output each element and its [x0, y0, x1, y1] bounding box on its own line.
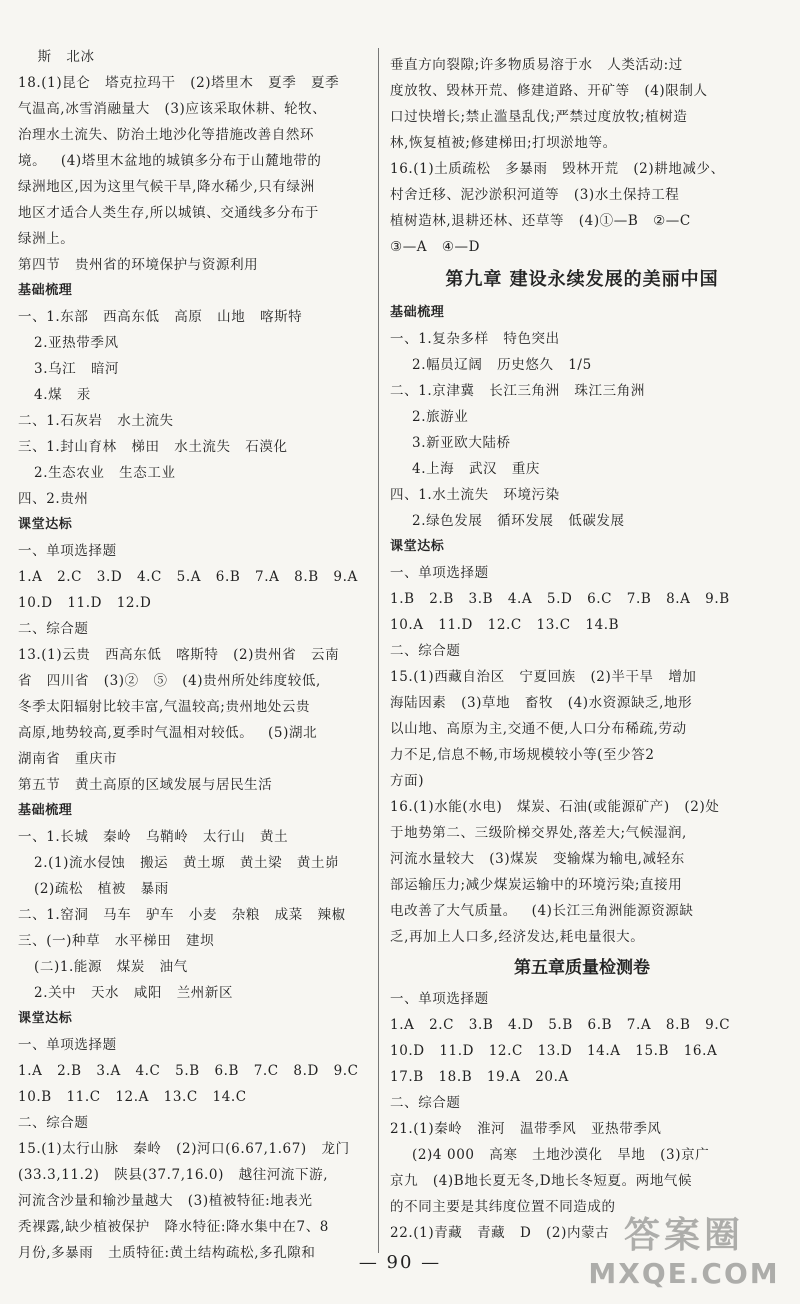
text-line: 2.旅游业	[412, 409, 469, 425]
text-line: 17.B 18.B 19.A 20.A	[390, 1069, 569, 1085]
text-line: 海陆因素 (3)草地 畜牧 (4)水资源缺乏,地形	[390, 695, 693, 711]
text-line: 地区才适合人类生存,所以城镇、交通线多分布于	[18, 205, 319, 221]
section-heading: 基础梳理	[390, 305, 445, 320]
text-line: 秃裸露,缺少植被保护 降水特征:降水集中在7、8	[18, 1219, 329, 1235]
text-line: 度放牧、毁林开荒、修建道路、开矿等 (4)限制人	[390, 83, 708, 99]
text-line: 四、2.贵州	[18, 491, 89, 507]
page-number: — 90 —	[358, 1252, 442, 1273]
text-line: 治理水土流失、防治土地沙化等措施改善自然环	[18, 127, 315, 143]
text-line: 四、1.水土流失 环境污染	[390, 487, 560, 503]
text-line: 绿洲地区,因为这里气候干旱,降水稀少,只有绿洲	[18, 179, 315, 195]
text-line: 二、1.窑洞 马车 驴车 小麦 杂粮 成菜 辣椒	[18, 907, 346, 923]
text-line: 高原,地势较高,夏季时气温相对较低。 (5)湖北	[18, 725, 318, 741]
text-line: 一、1.东部 西高东低 高原 山地 喀斯特	[18, 309, 303, 325]
text-line: 湖南省 重庆市	[18, 751, 118, 767]
text-line: 2.(1)流水侵蚀 搬运 黄土塬 黄土梁 黄土峁	[34, 855, 340, 871]
text-line: 1.A 2.B 3.A 4.C 5.B 6.B 7.C 8.D 9.C	[18, 1063, 359, 1079]
text-line: 2.亚热带季风	[34, 335, 119, 351]
text-line: 10.A 11.D 12.C 13.C 14.B	[390, 617, 620, 633]
text-line: 垂直方向裂隙;许多物质易溶于水 人类活动:过	[390, 57, 683, 73]
text-line: 二、综合题	[390, 1095, 461, 1111]
text-line: 一、单项选择题	[18, 543, 117, 559]
text-line: 15.(1)太行山脉 秦岭 (2)河口(6.67,1.67) 龙门	[18, 1141, 350, 1157]
text-line: 月份,多暴雨 土质特征:黄土结构疏松,多孔隙和	[18, 1245, 316, 1261]
text-line: 21.(1)秦岭 淮河 温带季风 亚热带季风	[390, 1121, 662, 1137]
text-line: 22.(1)青藏 青藏 D (2)内蒙古	[390, 1225, 610, 1241]
text-line: 一、单项选择题	[390, 565, 489, 581]
text-line: 10.B 11.C 12.A 13.C 14.C	[18, 1089, 247, 1105]
text-line: 4.上海 武汉 重庆	[412, 461, 541, 477]
text-line: 绿洲上。	[18, 231, 75, 247]
text-line: 河流含沙量和输沙量越大 (3)植被特征:地表光	[18, 1193, 313, 1209]
section-heading: 基础梳理	[18, 803, 73, 818]
text-line: 3.新亚欧大陆桥	[412, 435, 511, 451]
text-line: 10.D 11.D 12.D	[18, 595, 152, 611]
section-heading: 课堂达标	[18, 1011, 73, 1026]
text-line: (33.3,11.2) 陕县(37.7,16.0) 越往河流下游,	[18, 1167, 329, 1183]
text-line: 2.幅员辽阔 历史悠久 1/5	[412, 357, 592, 373]
text-line: 以山地、高原为主,交通不便,人口分布稀疏,劳动	[390, 721, 687, 737]
text-line: 电改善了大气质量。 (4)长江三角洲能源资源缺	[390, 903, 694, 919]
text-line: 京九 (4)B地长夏无冬,D地长冬短夏。两地气候	[390, 1173, 693, 1189]
text-line: 16.(1)土质疏松 多暴雨 毁林开荒 (2)耕地减少、	[390, 161, 725, 177]
text-line: (二)1.能源 煤炭 油气	[34, 959, 188, 975]
text-line: 于地势第二、三级阶梯交界处,落差大;气候湿润,	[390, 825, 687, 841]
text-line: 4.煤 汞	[34, 387, 91, 403]
text-line: 二、综合题	[390, 643, 461, 659]
text-line: 1.B 2.B 3.B 4.A 5.D 6.C 7.B 8.A 9.B	[390, 591, 730, 607]
text-line: 二、1.石灰岩 水土流失	[18, 413, 174, 429]
chapter-5-test-title: 第五章质量检测卷	[514, 958, 650, 978]
text-line: 河流水量较大 (3)煤炭 变输煤为输电,减轻东	[390, 851, 685, 867]
text-line: 2.绿色发展 循环发展 低碳发展	[412, 513, 625, 529]
text-line: (2)4 000 高寒 土地沙漠化 旱地 (3)京广	[412, 1147, 710, 1163]
text-line: 村舍迁移、泥沙淤积河道等 (3)水土保持工程	[390, 187, 680, 203]
text-line: 的不同主要是其纬度位置不同造成的	[390, 1199, 616, 1215]
text-line: 18.(1)昆仑 塔克拉玛干 (2)塔里木 夏季 夏季	[18, 75, 340, 91]
text-line: 一、1.长城 秦岭 乌鞘岭 太行山 黄土	[18, 829, 289, 845]
text-line: 斯 北冰	[18, 49, 95, 65]
watermark-text: 答案圈	[623, 1215, 744, 1256]
text-line: ③—A ④—D	[390, 239, 481, 255]
section-heading: 课堂达标	[390, 539, 445, 554]
section-heading: 基础梳理	[18, 283, 73, 298]
column-divider	[378, 48, 379, 1253]
chapter-9-title: 第九章 建设永续发展的美丽中国	[445, 269, 719, 290]
right-column	[390, 52, 774, 1246]
text-line: 植树造林,退耕还林、还草等 (4)①—B ②—C	[390, 213, 691, 229]
text-line: 16.(1)水能(水电) 煤炭、石油(或能源矿产) (2)处	[390, 799, 720, 815]
text-line: 乏,再加上人口多,经济发达,耗电量很大。	[390, 929, 645, 945]
text-line: 二、综合题	[18, 621, 89, 637]
text-line: 二、1.京津冀 长江三角洲 珠江三角洲	[390, 383, 645, 399]
text-line: 三、1.封山育林 梯田 水土流失 石漠化	[18, 439, 288, 455]
watermark-url: MXQE.COM	[588, 1257, 780, 1290]
section-heading: 课堂达标	[18, 517, 73, 532]
text-line: 方面)	[390, 773, 425, 789]
text-line: 力不足,信息不畅,市场规模较小等(至少答2	[390, 747, 655, 763]
text-line: 三、(一)种草 水平梯田 建坝	[18, 933, 215, 949]
text-line: 10.D 11.D 12.C 13.D 14.A 15.B 16.A	[390, 1043, 718, 1059]
text-line: 一、单项选择题	[18, 1037, 117, 1053]
text-line: 2.关中 天水 咸阳 兰州新区	[34, 985, 234, 1001]
text-line: 部运输压力;减少煤炭运输中的环境污染;直接用	[390, 877, 683, 893]
text-line: 一、单项选择题	[390, 991, 489, 1007]
text-line: 气温高,冰雪消融量大 (3)应该采取休耕、轮牧、	[18, 101, 327, 117]
text-line: 口过快增长;禁止滥垦乱伐;严禁过度放牧;植树造	[390, 109, 688, 125]
text-line: 省 四川省 (3)② ⑤ (4)贵州所处纬度较低,	[18, 673, 321, 689]
text-line: 林,恢复植被;修建梯田;打坝淤地等。	[390, 135, 617, 151]
text-line: 2.生态农业 生态工业	[34, 465, 176, 481]
watermark-logo	[584, 1214, 784, 1294]
text-line: 二、综合题	[18, 1115, 89, 1131]
text-line: 一、1.复杂多样 特色突出	[390, 331, 560, 347]
text-line: 第五节 黄土高原的区域发展与居民生活	[18, 777, 273, 793]
text-line: 冬季太阳辐射比较丰富,气温较高;贵州地处云贵	[18, 699, 311, 715]
text-line: 1.A 2.C 3.B 4.D 5.B 6.B 7.A 8.B 9.C	[390, 1017, 731, 1033]
left-column	[18, 44, 370, 1266]
text-line: 第四节 贵州省的环境保护与资源利用	[18, 257, 259, 273]
text-line: 13.(1)云贵 西高东低 喀斯特 (2)贵州省 云南	[18, 647, 340, 663]
text-line: 境。 (4)塔里木盆地的城镇多分布于山麓地带的	[18, 153, 322, 169]
text-line: 1.A 2.C 3.D 4.C 5.A 6.B 7.A 8.B 9.A	[18, 569, 358, 585]
text-line: 3.乌江 暗河	[34, 361, 120, 377]
text-line: 15.(1)西藏自治区 宁夏回族 (2)半干旱 增加	[390, 669, 697, 685]
text-line: (2)疏松 植被 暴雨	[34, 881, 169, 897]
